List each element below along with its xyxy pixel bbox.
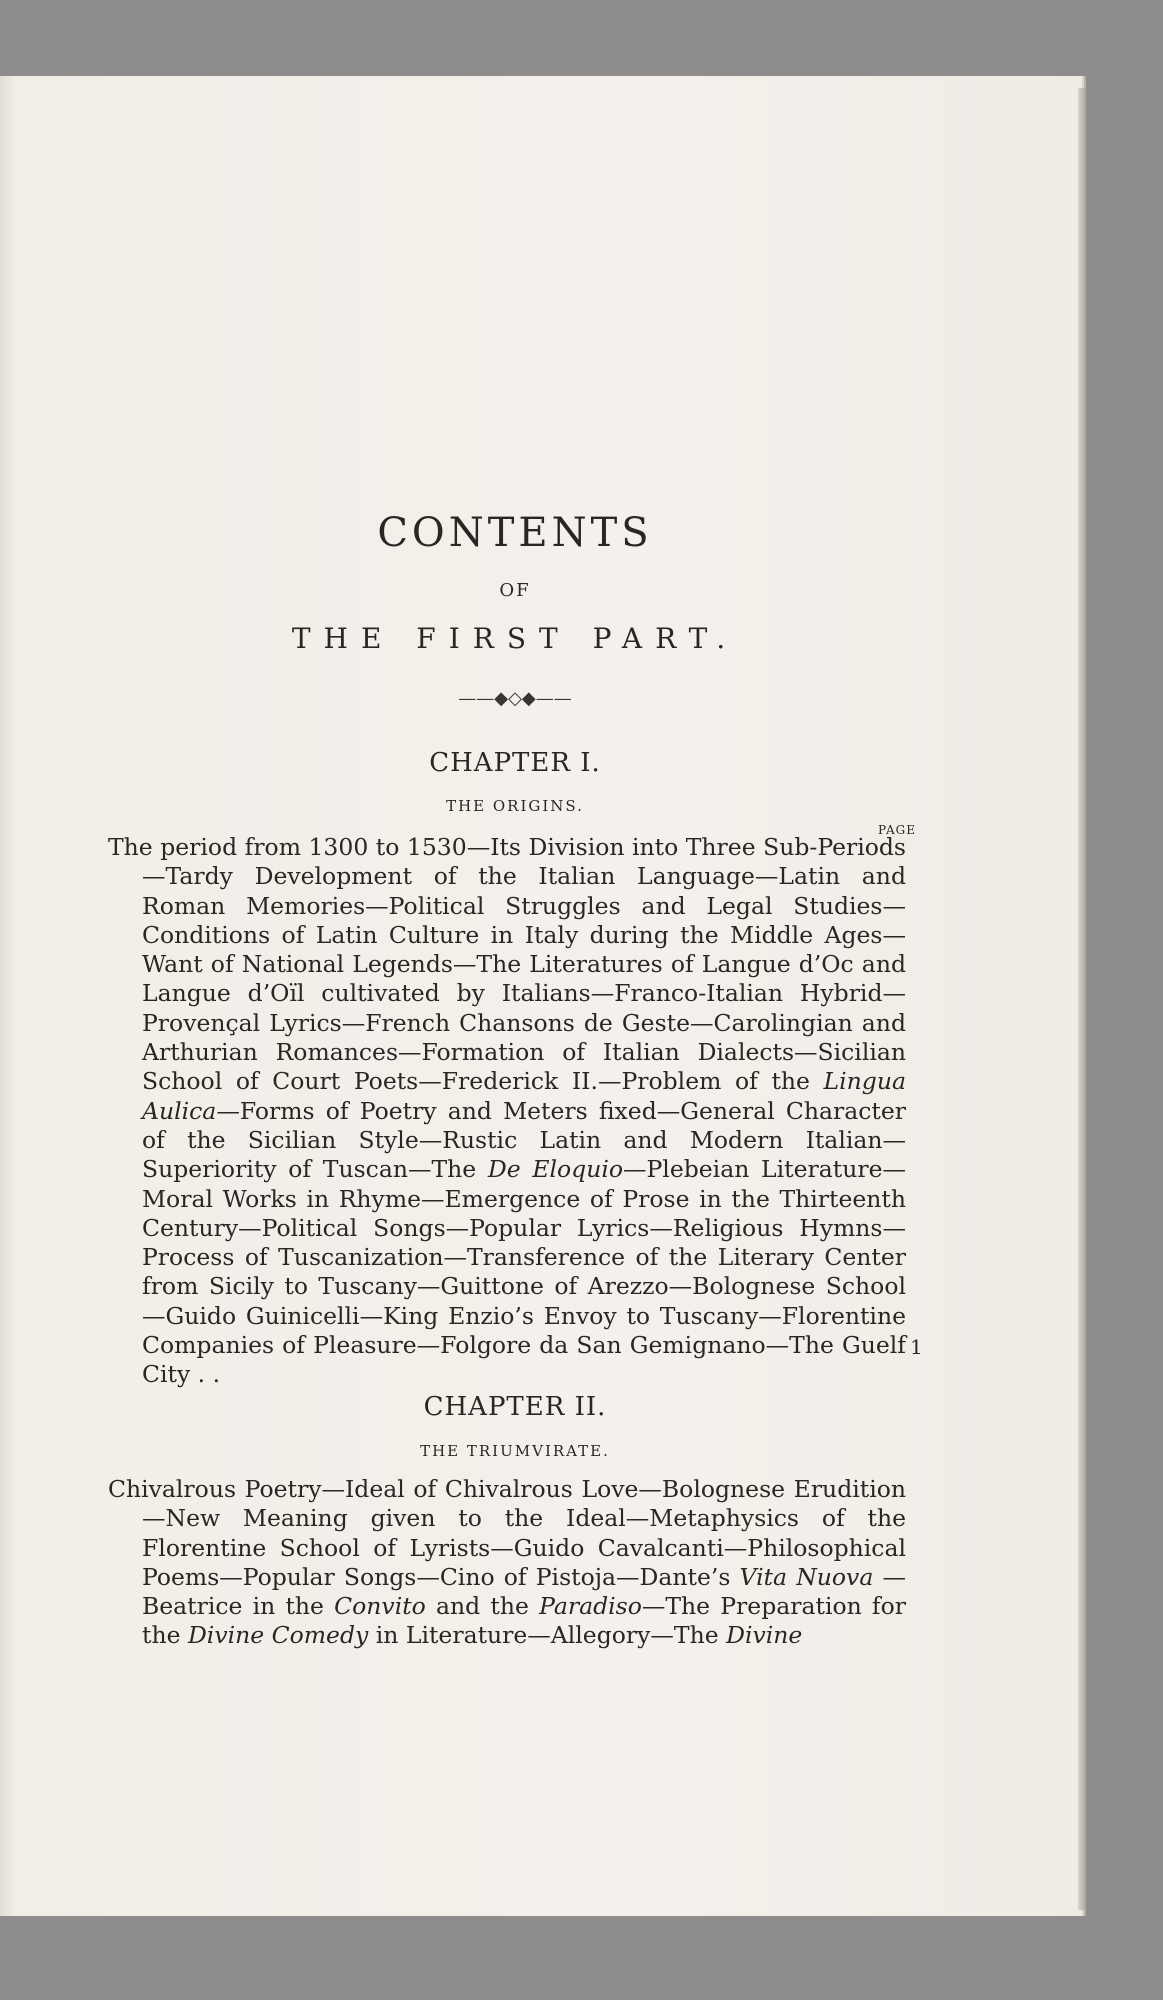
contents-part-title: THE FIRST PART. bbox=[291, 622, 739, 655]
summary-italic: Convito bbox=[334, 1592, 426, 1621]
chapter-2-heading: CHAPTER II. bbox=[423, 1392, 607, 1422]
summary-italic: Paradiso bbox=[539, 1592, 642, 1621]
page-edge bbox=[1078, 88, 1086, 1910]
chapter-1-page-number: 1 bbox=[910, 1335, 923, 1359]
summary-italic: Divine Comedy bbox=[187, 1621, 369, 1650]
chapter-1-subtitle: THE ORIGINS. bbox=[446, 797, 584, 815]
summary-text: The period from 1300 to 1530—Its Division into Three Sub-Periods—Tardy Development of the Italian Language—Latin and Roman Memories—Political Struggles and Legal Studies—Conditions of Latin Culture in Italy during the Middle Ages—Want of National Legends—The Literatures of Langue d’Oc and Langue d’Oïl cultivated by Italians—Franco-Italian Hybrid—Provençal Lyrics—French Chansons de Geste—Carolingian and Arthurian Romances—Formation of Italian Dialects—Sicilian School of Court Poets—Frederick II.—Problem of the bbox=[108, 833, 906, 1096]
summary-italic: Lingua Aulica bbox=[142, 1067, 906, 1125]
summary-text: —Beatrice in the bbox=[142, 1562, 906, 1621]
chapter-2-summary bbox=[108, 1475, 906, 1651]
summary-text: and the bbox=[425, 1592, 540, 1621]
summary-text: in Literature—Allegory—The bbox=[368, 1621, 727, 1650]
summary-text: —The Preparation for the bbox=[142, 1592, 907, 1650]
summary-italic: Vita Nuova bbox=[739, 1562, 874, 1591]
summary-text: Chivalrous Poetry—Ideal of Chivalrous Love—Bolognese Erudition—New Meaning given to the Ideal—Metaphysics of the Florentine School of Lyrists—Guido Cavalcanti—Philosophical Poems—Popular Songs—Cino of Pistoja—Dante’s bbox=[108, 1475, 906, 1591]
summary-italic: Divine bbox=[726, 1621, 803, 1650]
summary-italic: De Eloquio bbox=[487, 1155, 623, 1184]
summary-text: —Plebeian Literature—Moral Works in Rhyme—Emergence of Prose in the Thirteenth Century—Political Songs—Popular Lyrics—Religious Hymns—Process of Tuscanization—Transference of the Literary Center from Sicily to Tuscany—Guittone of Arezzo—Bolognese School—Guido Guinicelli—King Enzio’s Envoy to Tuscany—Florentine Companies of Pleasure—Folgore da San Gemignano—The Guelf City . . bbox=[142, 1155, 906, 1389]
page-column-label: PAGE bbox=[878, 823, 916, 837]
chapter-1-heading: CHAPTER I. bbox=[429, 748, 601, 778]
chapter-1-summary bbox=[108, 833, 906, 1390]
summary-text: —Forms of Poetry and Meters fixed—General Character of the Sicilian Style—Rustic Latin and Modern Italian—Superiority of Tuscan—The bbox=[142, 1096, 906, 1184]
chapter-2-subtitle: THE TRIUMVIRATE. bbox=[420, 1442, 610, 1460]
ornament-divider: ——◆◇◆—— bbox=[458, 688, 572, 709]
contents-of: OF bbox=[499, 580, 531, 601]
contents-title: CONTENTS bbox=[377, 510, 653, 556]
